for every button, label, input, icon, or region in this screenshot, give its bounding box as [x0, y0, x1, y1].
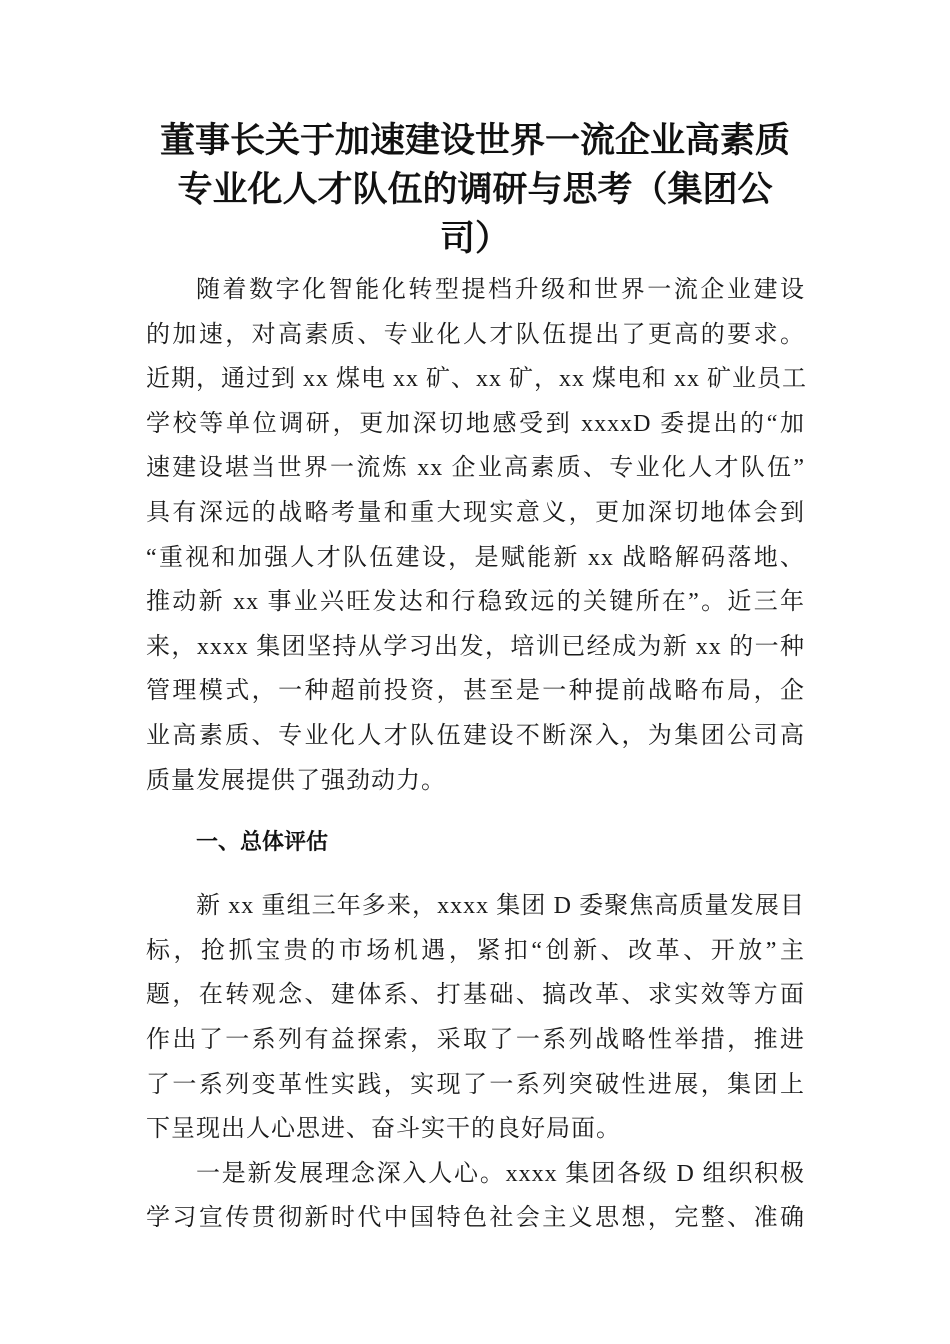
text-line: 标，抢抓宝贵的市场机遇，紧扣“创新、改革、开放”主 [146, 937, 805, 964]
paragraph-new-development-concept [146, 1152, 805, 1241]
text-line: 业高素质、专业化人才队伍建设不断深入，为集团公司高 [146, 722, 805, 749]
text-line: 学校等单位调研，更加深切地感受到 xxxxD 委提出的“加 [146, 410, 805, 437]
text-line: 作出了一系列有益探索，采取了一系列战略性举措，推进 [146, 1027, 805, 1053]
text-line: 随着数字化智能化转型提档升级和世界一流企业建设 [196, 277, 805, 303]
text-line: 近期，通过到 xx 煤电 xx 矿、xx 矿，xx 煤电和 xx 矿业员工 [146, 366, 807, 393]
text-line: 推动新 xx 事业兴旺发达和行稳致远的关键所在”。近三年 [146, 589, 805, 616]
text-line: 质量发展提供了强劲动力。 [146, 767, 446, 794]
text-line: 管理模式，一种超前投资，甚至是一种提前战略布局，企 [146, 678, 805, 705]
text-line: 学习宣传贯彻新时代中国特色社会主义思想，完整、准确 [146, 1205, 805, 1232]
document-title [140, 116, 810, 263]
title-line: 董事长关于加速建设世界一流企业高素质 [159, 120, 790, 161]
text-line: 具有深远的战略考量和重大现实意义，更加深切地体会到 [146, 499, 805, 526]
text-line: 下呈现出人心思进、奋斗实干的良好局面。 [146, 1116, 621, 1143]
paragraph-intro [146, 268, 805, 803]
title-line: 司） [439, 218, 510, 259]
text-line: 速建设堪当世界一流炼 xx 企业高素质、专业化人才队伍” [146, 455, 805, 482]
text-line: “重视和加强人才队伍建设，是赋能新 xx 战略解码落地、 [146, 544, 805, 571]
text-line: 新 xx 重组三年多来，xxxx 集团 D 委聚焦高质量发展目 [196, 893, 805, 920]
text-line: 了一系列变革性实践，实现了一系列突破性进展，集团上 [146, 1071, 805, 1098]
document-body [146, 268, 805, 1241]
text-line: 题，在转观念、建体系、打基础、搞改革、求实效等方面 [146, 982, 805, 1009]
text-line: 的加速，对高素质、专业化人才队伍提出了更高的要求。 [146, 321, 805, 348]
title-line: 专业化人才队伍的调研与思考（集团公 [177, 169, 773, 210]
text-line: 一是新发展理念深入人心。xxxx 集团各级 D 组织积极 [196, 1160, 805, 1187]
section-heading-overall-assessment: 一、总体评估 [196, 830, 329, 856]
paragraph-assessment [146, 884, 805, 1152]
text-line: 来，xxxx 集团坚持从学习出发，培训已经成为新 xx 的一种 [146, 633, 805, 660]
